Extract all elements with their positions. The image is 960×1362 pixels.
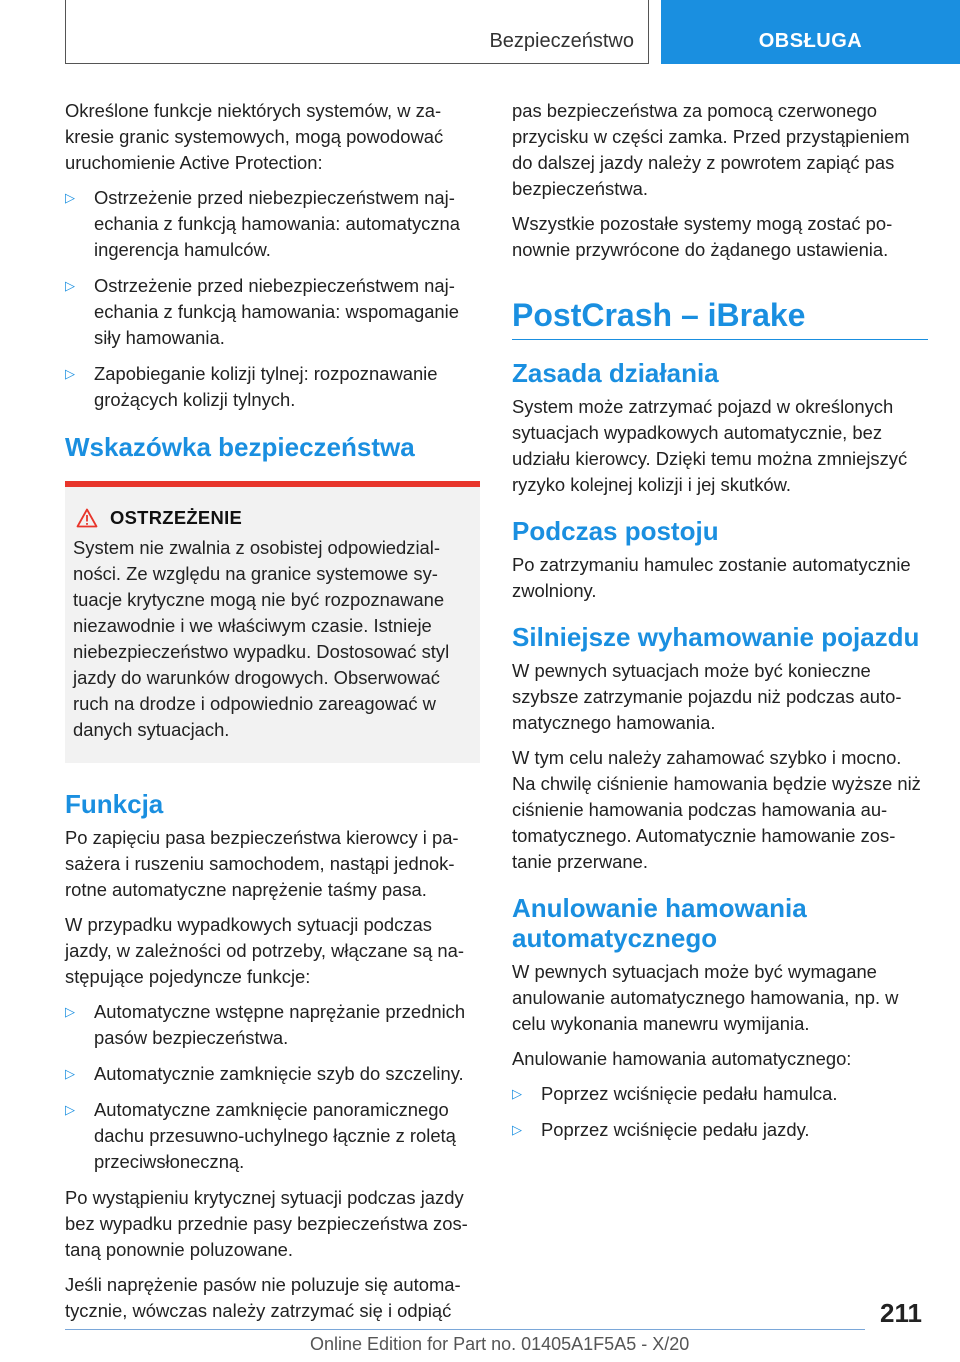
function-paragraph-2: W przypadku wypadkowych sytuacji podczas jazdy, w zależności od potrzeby, włączane są na-stępujące pojedyncze funkcje: <box>65 914 464 987</box>
list-item: ▷ Poprzez wciśnięcie pedału hamulca. <box>512 1081 928 1107</box>
cancel-braking-heading: Anulowanie hamowania automatycznego <box>512 893 807 953</box>
triangle-bullet-icon: ▷ <box>65 1102 75 1117</box>
continued-paragraph-1: pas bezpieczeństwa za pomocą czerwonego przycisku w części zamka. Przed przystąpieniem do dalszej jazdy należy z powrotem zapiąć pas bezpieczeństwa. <box>512 100 910 199</box>
cancel-braking-paragraph-2: Anulowanie hamowania automatycznego: <box>512 1048 852 1069</box>
page-number: 211 <box>880 1298 922 1328</box>
warning-title-row <box>73 507 472 529</box>
header-section-tab[interactable] <box>661 0 960 64</box>
list-item: ▷ Automatyczne wstępne naprężanie przednich pasów bezpieczeństwa. <box>65 1001 466 1048</box>
stronger-braking-paragraph-1: W pewnych sytuacjach może być konieczne szybsze zatrzymanie pojazdu niż podczas auto-matycznego hamowania. <box>512 660 902 733</box>
list-item: ▷ Automatyczne zamknięcie panoramicznego dachu przesuwno-uchylnego łącznie z roletą przeciwsłoneczną. <box>65 1099 456 1172</box>
right-column <box>512 98 928 1153</box>
function-paragraph-3: Po wystąpieniu krytycznej sytuacji podczas jazdy bez wypadku przednie pasy bezpieczeństwa zos-taną ponownie poluzowane. <box>65 1187 468 1260</box>
triangle-bullet-icon: ▷ <box>65 1004 75 1019</box>
triangle-bullet-icon: ▷ <box>65 366 75 381</box>
function-paragraph-1: Po zapięciu pasa bezpieczeństwa kierowcy i pa-sażera i ruszeniu samochodem, nastąpi jednok-rotne automatyczne naprężenie taśmy pasa. <box>65 827 459 900</box>
cancel-braking-paragraph-1: W pewnych sytuacjach może być wymagane anulowanie automatycznego hamowania, np. w celu wykonania manewru wymijania. <box>512 961 899 1034</box>
footer-divider <box>65 1329 865 1330</box>
triangle-bullet-icon: ▷ <box>65 190 75 205</box>
warning-text: System nie zwalnia z osobistej odpowiedzial-ności. Ze względu na granice systemowe sy-tuacje krytyczne mogą nie być rozpoznawane niezawodnie i we właściwym czasie. Istnieje niebezpieczeństwo wypadku. Dostosować styl jazdy do warunków drogowych. Obserwować ruch na drodze i odpowiednio zareagować w danych sytuacjach. <box>73 537 450 740</box>
active-protection-list <box>65 185 480 413</box>
header-chapter-box <box>65 0 649 64</box>
cancel-braking-list <box>512 1081 928 1143</box>
principle-paragraph: System może zatrzymać pojazd w określonych sytuacjach wypadkowych automatycznie, bez udziału kierowcy. Dzięki temu można zmniejszyć ryzyko kolejnej kolizji i jej skutków. <box>512 396 908 495</box>
standstill-heading: Podczas postoju <box>512 516 719 546</box>
principle-heading: Zasada działania <box>512 358 719 388</box>
warning-title: OSTRZEŻENIE <box>110 507 243 528</box>
function-heading: Funkcja <box>65 789 164 819</box>
header-tab-label: OBSŁUGA <box>758 30 863 52</box>
postcrash-heading: PostCrash – iBrake <box>512 293 928 340</box>
left-column <box>65 98 480 1333</box>
stronger-braking-heading: Silniejsze wyhamowanie pojazdu <box>512 622 920 652</box>
function-list <box>65 999 480 1175</box>
header-chapter-title: Bezpieczeństwo <box>489 30 634 52</box>
list-item: ▷ Zapobieganie kolizji tylnej: rozpoznawanie grożących kolizji tylnych. <box>65 363 438 410</box>
stronger-braking-paragraph-2: W tym celu należy zahamować szybko i mocno. Na chwilę ciśnienie hamowania będzie wyższe niż ciśnienie hamowania podczas hamowania au-tomatycznego. Automatycznie hamowanie zos-tanie przerwane. <box>512 747 921 872</box>
warning-box <box>65 481 480 763</box>
intro-paragraph: Określone funkcje niektórych systemów, w za-kresie granic systemowych, mogą powodować uruchomienie Active Protection: <box>65 100 444 173</box>
triangle-bullet-icon: ▷ <box>512 1122 522 1137</box>
triangle-bullet-icon: ▷ <box>65 1066 75 1081</box>
standstill-paragraph: Po zatrzymaniu hamulec zostanie automatycznie zwolniony. <box>512 554 911 601</box>
triangle-bullet-icon: ▷ <box>65 278 75 293</box>
list-item: ▷ Automatycznie zamknięcie szyb do szczeliny. <box>65 1061 480 1087</box>
warning-triangle-icon <box>76 508 98 528</box>
triangle-bullet-icon: ▷ <box>512 1086 522 1101</box>
function-paragraph-4: Jeśli naprężenie pasów nie poluzuje się automa-tycznie, wówczas należy zatrzymać się i odpiąć <box>65 1274 461 1321</box>
list-item: ▷ Ostrzeżenie przed niebezpieczeństwem naj-echania z funkcją hamowania: automatyczna ingerencja hamulców. <box>65 187 460 260</box>
footer-edition-text: Online Edition for Part no. 01405A1F5A5 - X/20 <box>310 1334 690 1354</box>
safety-heading: Wskazówka bezpieczeństwa <box>65 432 415 462</box>
list-item: ▷ Poprzez wciśnięcie pedału jazdy. <box>512 1117 928 1143</box>
continued-paragraph-2: Wszystkie pozostałe systemy mogą zostać po-nownie przywrócone do żądanego ustawienia. <box>512 213 893 260</box>
list-item: ▷ Ostrzeżenie przed niebezpieczeństwem naj-echania z funkcją hamowania: wspomaganie siły hamowania. <box>65 275 459 348</box>
